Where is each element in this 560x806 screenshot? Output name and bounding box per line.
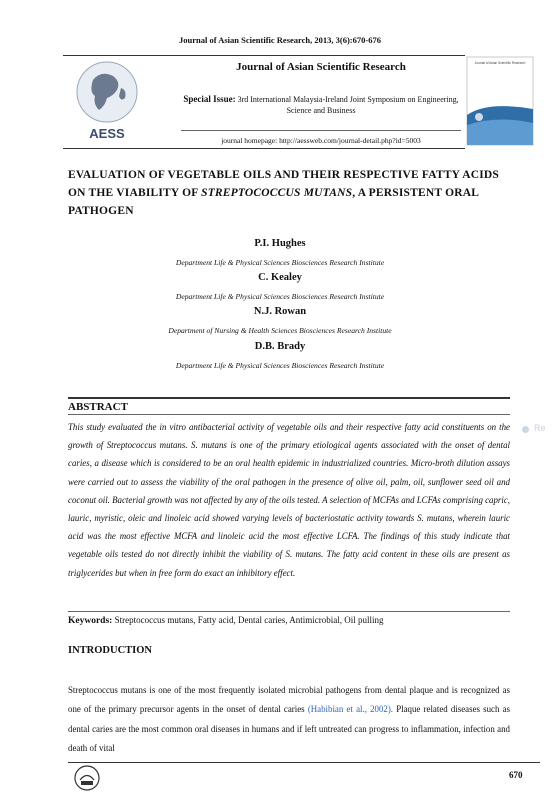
- running-head: Journal of Asian Scientific Research, 2013, 3(6):670-676: [179, 35, 381, 45]
- cover-title: Journal of Asian Scientific Research: [474, 61, 526, 65]
- floating-hint[interactable]: Re: [534, 423, 546, 433]
- aess-logo: [63, 58, 159, 144]
- journal-banner: [63, 55, 465, 149]
- author-affiliation: Department Life & Physical Sciences Biosciences Research Institute: [175, 292, 385, 301]
- banner-center: [171, 56, 471, 148]
- paper-title: [68, 166, 510, 220]
- title-part-2: , A PERSISTENT ORAL PATHOGEN: [68, 187, 479, 217]
- author-name: D.B. Brady: [254, 341, 306, 352]
- special-issue-text: 3rd International Malaysia-Ireland Joint Symposium on Engineering, Science and Business: [237, 95, 459, 115]
- title-italic: STREPTOCOCCUS MUTANS: [201, 187, 353, 199]
- author-name: C. Kealey: [258, 272, 302, 283]
- author-name: P.I. Hughes: [254, 238, 306, 249]
- keywords-label: Keywords:: [68, 616, 113, 626]
- intro-text-1: Streptococcus mutans is one of the most frequently isolated microbial pathogens from dental plaque and is recognized as one of the primary precursor agents in the onset of dental caries: [68, 685, 510, 715]
- journal-homepage[interactable]: journal homepage: http://aessweb.com/journal-detail.php?id=5003: [221, 136, 421, 145]
- author-affiliation: Department Life & Physical Sciences Biosciences Research Institute: [175, 361, 385, 370]
- journal-cover-image: [465, 55, 535, 147]
- introduction-heading: INTRODUCTION: [68, 645, 153, 656]
- author-affiliation: Department Life & Physical Sciences Biosciences Research Institute: [175, 258, 385, 267]
- author-name: N.J. Rowan: [253, 306, 307, 317]
- intro-text-2: Plaque related diseases such as dental caries are the most common oral diseases in humans and if left untreated can progress to inflammation, infection and death of vital: [68, 704, 510, 753]
- special-issue: [171, 94, 471, 116]
- banner-divider: [181, 130, 461, 131]
- title-part-1: EVALUATION OF VEGETABLE OILS AND THEIR RESPECTIVE FATTY ACIDS ON THE VIABILITY OF: [68, 169, 499, 199]
- page-number: 670: [509, 770, 523, 780]
- abstract-body: This study evaluated the in vitro antibacterial activity of vegetable oils and their respective fatty acid constituents on the growth of Streptococcus mutans. S. mutans is one of the primary etiological agents associated with the onset of dental caries, a disease which is considered to be an oral health epidemic in industrialized countries. Micro-broth dilution assays were carried out to assess the viability of the oral pathogen in the presence of olive oil, palm, oil, sunflower seed oil and coconut oil. Bacterial growth was not affected by any of the oils tested. A selection of MCFAs and LCFAs comprising capric, lauric, myristic, oleic and linoleic acid showed varying levels of bacteriostatic activity towards S. mutans, wherein lauric acid was the most effective MCFA and linoleic acid the most effective LCFA. The findings of this study indicate that vegetable oils tested do not directly inhibit the viability of S. mutans. The fatty acid content in these oils are present as triglycerides but when in free form do exact an inhibitory effect.: [68, 422, 510, 578]
- publisher-logo: [74, 765, 100, 791]
- abstract-heading: ABSTRACT: [68, 397, 510, 415]
- introduction-body: [68, 681, 510, 758]
- keywords-list: Streptococcus mutans, Fatty acid, Dental caries, Antimicrobial, Oil pulling: [114, 615, 384, 625]
- author-affiliation: Department of Nursing & Health Sciences Biosciences Research Institute: [168, 326, 392, 335]
- journal-title: Journal of Asian Scientific Research: [236, 61, 406, 73]
- logo-text: AESS: [89, 126, 125, 141]
- floating-dot-icon[interactable]: [522, 426, 529, 433]
- footer-rule: [68, 762, 540, 763]
- keywords: [68, 611, 510, 626]
- citation-link[interactable]: (Habibian et al., 2002).: [307, 704, 394, 715]
- special-issue-label: Special Issue:: [183, 94, 236, 104]
